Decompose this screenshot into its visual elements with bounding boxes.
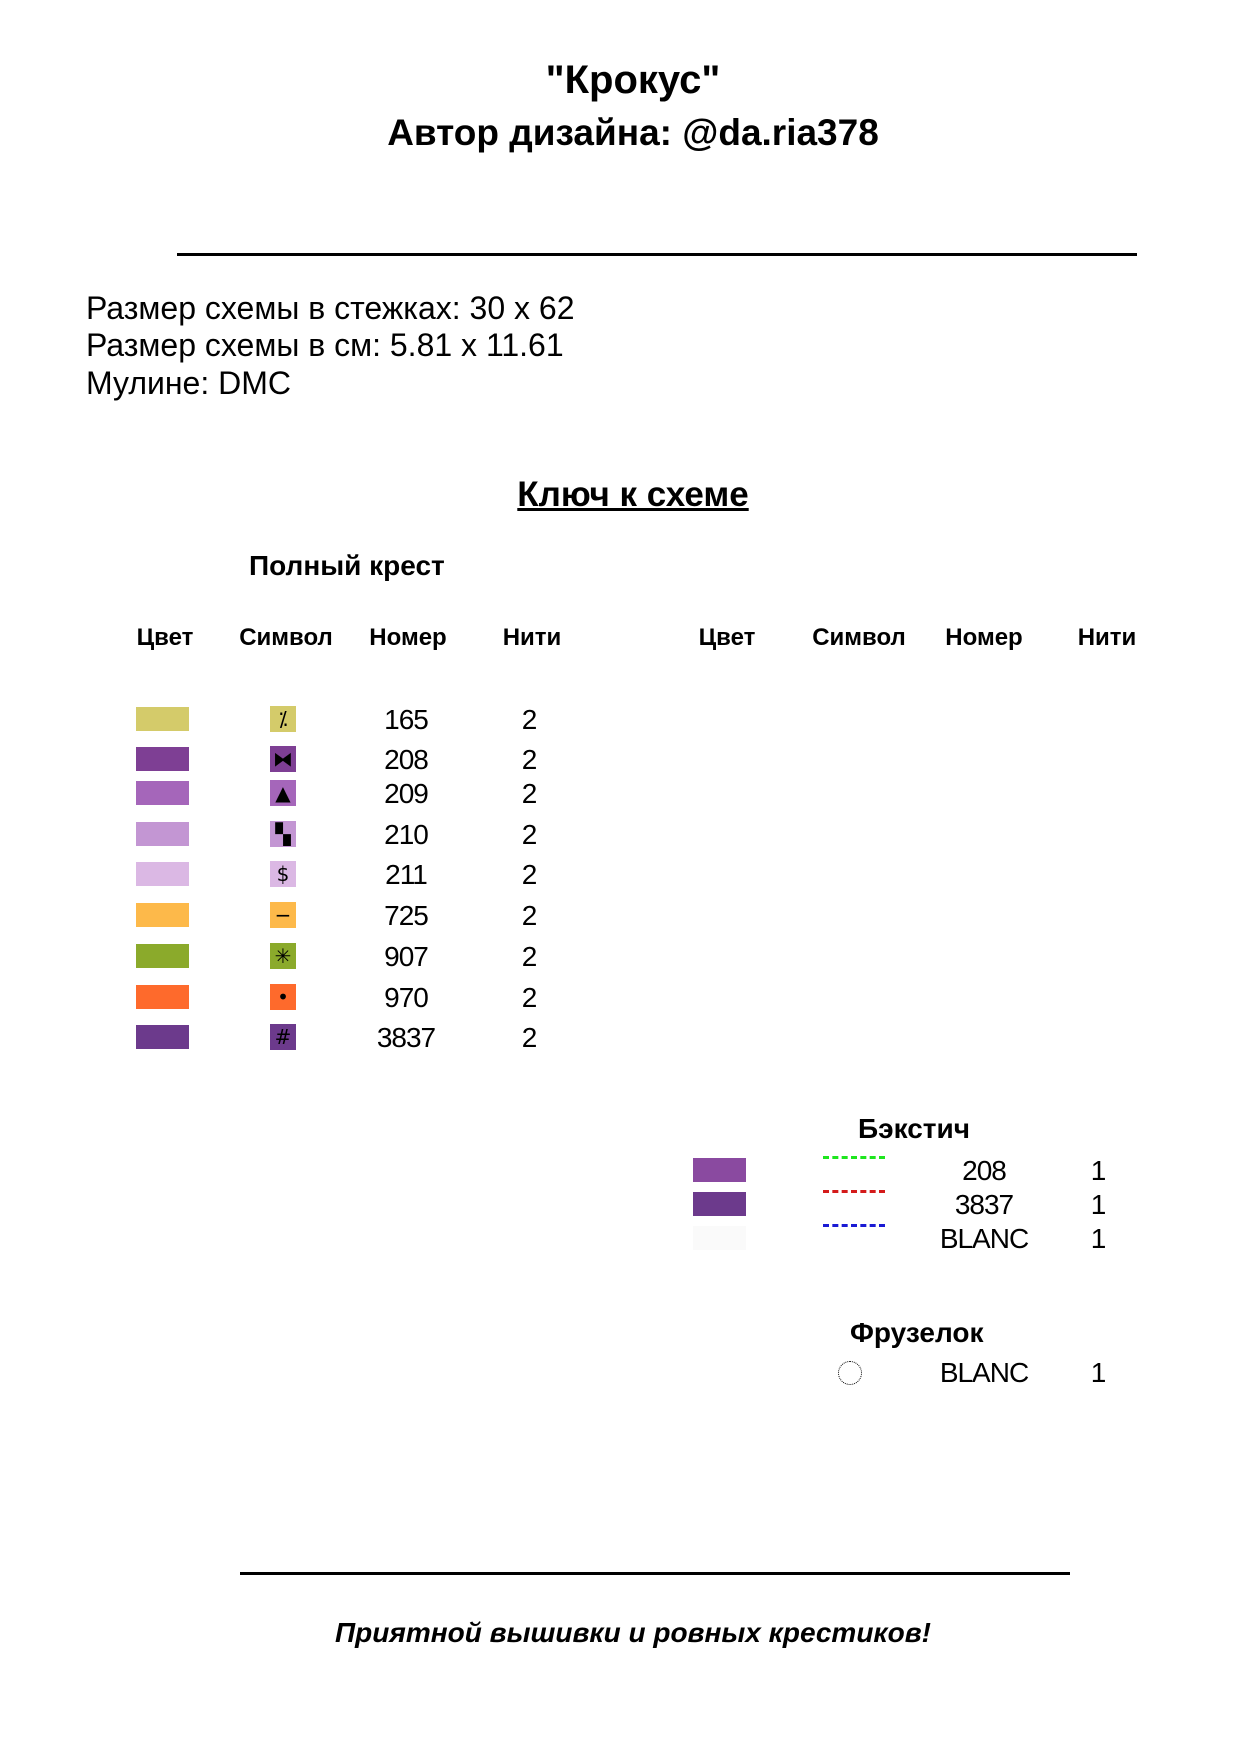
top-divider bbox=[177, 253, 1137, 256]
design-author: Автор дизайна: @da.ria378 bbox=[387, 112, 879, 153]
thread-count: 2 bbox=[521, 778, 537, 809]
floss-number: 210 bbox=[384, 819, 428, 850]
thread-count: 1 bbox=[1090, 1357, 1106, 1388]
col-number-right: Номер bbox=[945, 624, 1023, 651]
floss-number: 208 bbox=[384, 744, 428, 775]
floss-number: 209 bbox=[384, 778, 428, 809]
bottom-divider bbox=[240, 1572, 1070, 1575]
circle-icon bbox=[838, 1361, 862, 1385]
color-swatch bbox=[136, 822, 189, 846]
thread-count: 2 bbox=[521, 1022, 537, 1053]
floss-number: BLANC bbox=[939, 1357, 1029, 1388]
thread-count: 2 bbox=[521, 941, 537, 972]
col-color-left: Цвет bbox=[136, 624, 194, 651]
stitch-symbol: ⧓ bbox=[270, 746, 296, 772]
backstitch-row bbox=[0, 1155, 1200, 1188]
full-cross-row bbox=[0, 704, 600, 737]
color-swatch bbox=[136, 1025, 189, 1049]
stitch-symbol: $ bbox=[270, 861, 296, 887]
col-symbol-left: Символ bbox=[239, 624, 333, 651]
thread-count: 2 bbox=[521, 704, 537, 735]
color-swatch bbox=[136, 781, 189, 805]
floss-number: 211 bbox=[385, 859, 427, 890]
thread-count: 2 bbox=[521, 819, 537, 850]
thread-count: 1 bbox=[1090, 1189, 1106, 1220]
floss-number: 3837 bbox=[954, 1189, 1014, 1220]
col-color-right: Цвет bbox=[698, 624, 756, 651]
french-knot-row bbox=[0, 1357, 1200, 1390]
size-cm-text: Размер схемы в см: 5.81 x 11.61 bbox=[86, 327, 564, 363]
color-swatch bbox=[136, 862, 189, 886]
footer-message: Приятной вышивки и ровных крестиков! bbox=[335, 1617, 931, 1648]
stitch-symbol: ▚ bbox=[270, 821, 296, 847]
color-swatch bbox=[136, 944, 189, 968]
color-swatch bbox=[693, 1192, 746, 1216]
size-stitches-text: Размер схемы в стежках: 30 x 62 bbox=[86, 290, 575, 326]
full-cross-row bbox=[0, 1022, 600, 1055]
thread-count: 2 bbox=[521, 900, 537, 931]
floss-number: 725 bbox=[384, 900, 428, 931]
floss-number: BLANC bbox=[939, 1223, 1029, 1254]
backstitch-row bbox=[0, 1189, 1200, 1222]
page-title: "Крокус" bbox=[545, 58, 721, 102]
color-swatch bbox=[693, 1158, 746, 1182]
stitch-symbol: − bbox=[270, 902, 296, 928]
key-title: Ключ к схеме bbox=[517, 475, 749, 514]
floss-number: 208 bbox=[962, 1155, 1006, 1186]
backstitch-line bbox=[823, 1224, 885, 1227]
col-number-left: Номер bbox=[369, 624, 447, 651]
full-cross-heading: Полный крест bbox=[249, 550, 445, 581]
color-swatch bbox=[136, 707, 189, 731]
stitch-symbol: ⁒ bbox=[270, 706, 296, 732]
thread-count: 1 bbox=[1090, 1155, 1106, 1186]
color-swatch bbox=[136, 747, 189, 771]
color-swatch bbox=[136, 985, 189, 1009]
full-cross-row bbox=[0, 900, 600, 933]
col-symbol-right: Символ bbox=[812, 624, 906, 651]
stitch-symbol: ✳ bbox=[270, 943, 296, 969]
thread-count: 2 bbox=[521, 982, 537, 1013]
stitch-symbol: ▲ bbox=[270, 780, 296, 806]
full-cross-row bbox=[0, 859, 600, 892]
color-swatch bbox=[136, 903, 189, 927]
col-threads-right: Нити bbox=[1077, 624, 1137, 651]
full-cross-row bbox=[0, 819, 600, 852]
color-swatch bbox=[693, 1226, 746, 1250]
backstitch-row bbox=[0, 1223, 1200, 1256]
stitch-symbol: # bbox=[270, 1024, 296, 1050]
floss-number: 165 bbox=[384, 704, 428, 735]
floss-number: 970 bbox=[384, 982, 428, 1013]
col-threads-left: Нити bbox=[502, 624, 562, 651]
full-cross-row bbox=[0, 982, 600, 1015]
full-cross-row bbox=[0, 778, 600, 811]
french-knot-heading: Фрузелок bbox=[850, 1317, 984, 1348]
full-cross-row bbox=[0, 744, 600, 777]
floss-brand-text: Мулине: DMC bbox=[86, 365, 291, 401]
backstitch-line bbox=[823, 1156, 885, 1159]
backstitch-line bbox=[823, 1190, 885, 1193]
thread-count: 2 bbox=[521, 859, 537, 890]
backstitch-heading: Бэкстич bbox=[858, 1113, 970, 1144]
floss-number: 3837 bbox=[376, 1022, 436, 1053]
thread-count: 2 bbox=[521, 744, 537, 775]
thread-count: 1 bbox=[1090, 1223, 1106, 1254]
floss-number: 907 bbox=[384, 941, 428, 972]
stitch-symbol: • bbox=[270, 984, 296, 1010]
full-cross-row bbox=[0, 941, 600, 974]
